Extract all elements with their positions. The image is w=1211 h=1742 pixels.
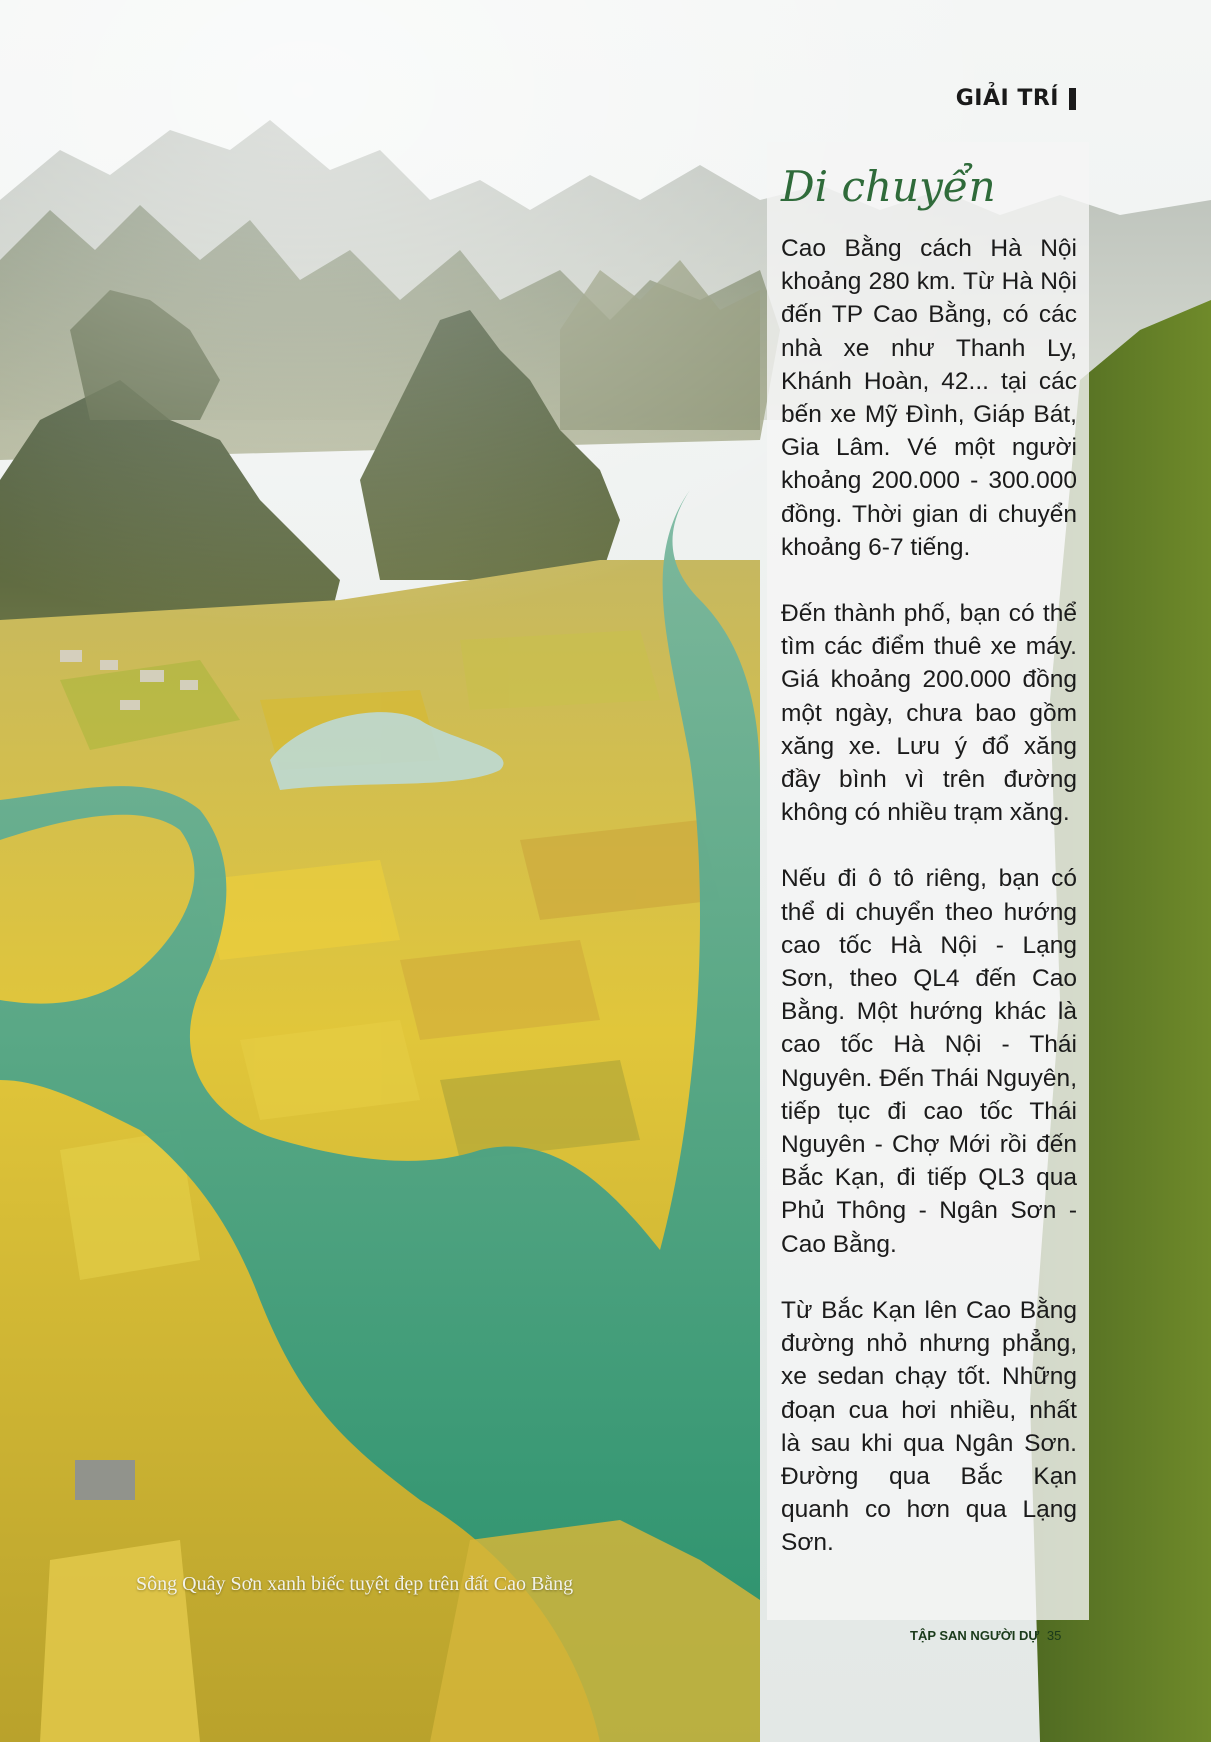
footer-page-number: 35 — [1046, 1628, 1062, 1643]
section-label — [956, 86, 1076, 111]
footer-publication: TẬP SAN NGƯỜI DỰ — [910, 1628, 1040, 1643]
photo-caption: Sông Quây Sơn xanh biếc tuyệt đẹp trên đất Cao Bằng — [136, 1573, 574, 1595]
paragraph-2: Đến thành phố, bạn có thể tìm các điểm thuê xe máy. Giá khoảng 200.000 đồng một ngày, chưa bao gồm xăng xe. Lưu ý đổ xăng đầy bình vì trên đường không có nhiều trạm xăng. — [781, 600, 1077, 827]
panel-title: Di chuyển — [781, 162, 996, 211]
section-label-text: GIẢI TRÍ — [955, 86, 1059, 111]
panel-body — [781, 232, 1077, 1593]
article-panel — [767, 142, 1089, 1620]
page-footer — [910, 1628, 1061, 1643]
paragraph-1: Cao Bằng cách Hà Nội khoảng 280 km. Từ Hà Nội đến TP Cao Bằng, có các nhà xe như Thanh Ly, Khánh Hoàn, 42... tại các bến xe Mỹ Đình, Giáp Bát, Gia Lâm. Vé một người khoảng 200.000 - 300.000 đồng. Thời gian di chuyển khoảng 6-7 tiếng. — [781, 235, 1077, 561]
paragraph-4: Từ Bắc Kạn lên Cao Bằng đường nhỏ nhưng phẳng, xe sedan chạy tốt. Những đoạn cua hơi nhiều, nhất là sau khi qua Ngân Sơn. Đường qua Bắc Kạn quanh co hơn qua Lạng Sơn. — [781, 1296, 1077, 1557]
section-label-bar — [1069, 88, 1076, 110]
paragraph-3: Nếu đi ô tô riêng, bạn có thể di chuyển theo hướng cao tốc Hà Nội - Lạng Sơn, theo QL4 đến Cao Bằng. Một hướng khác là cao tốc Hà Nội - Thái Nguyên. Đến Thái Nguyên, tiếp tục đi cao tốc Thái Nguyên - Chợ Mới rồi đến Bắc Kạn, đi tiếp QL3 qua Phủ Thông - Ngân Sơn - Cao Bằng. — [781, 865, 1077, 1258]
